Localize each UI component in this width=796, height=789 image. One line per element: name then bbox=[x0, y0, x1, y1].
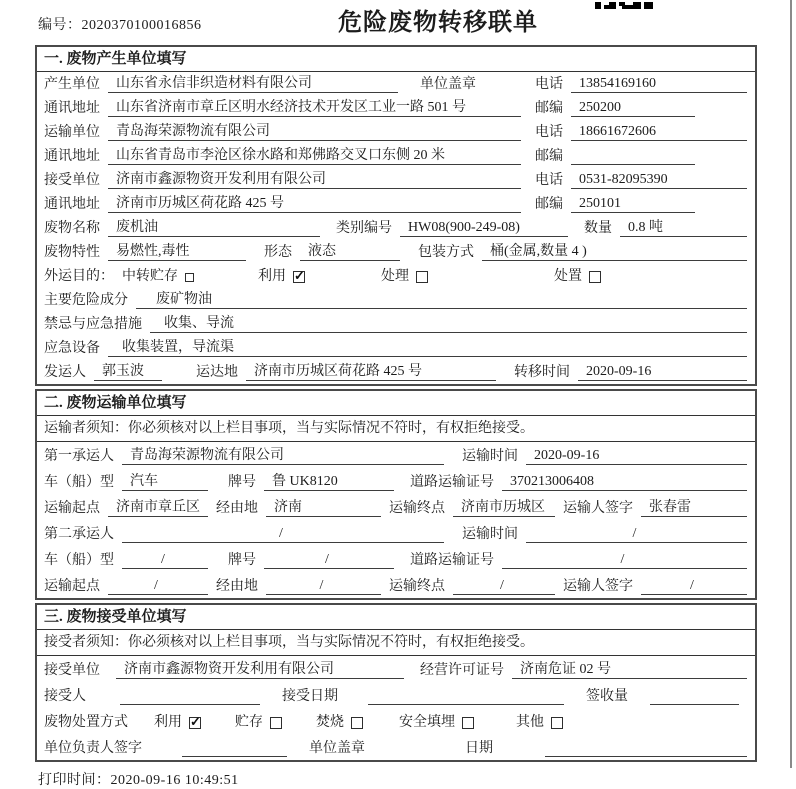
receiver-phone-label: 电话 bbox=[535, 173, 563, 188]
row-producer-unit bbox=[37, 72, 755, 96]
disposal-option-utilize: 利用 ✓ bbox=[154, 711, 201, 731]
receive-date-value bbox=[368, 688, 564, 705]
transfer-form bbox=[35, 45, 757, 762]
transporter-address-label: 通讯地址 bbox=[44, 149, 100, 164]
via2-value: / bbox=[266, 578, 381, 595]
receive-unit-value: 济南市鑫源物资开发利用有限公司 bbox=[116, 658, 404, 679]
row-consignor bbox=[37, 360, 755, 384]
print-time-label: 打印时间： bbox=[38, 773, 111, 788]
producer-unit-label: 产生单位 bbox=[44, 77, 100, 92]
responsible-signature-label: 单位负责人签字 bbox=[44, 741, 142, 756]
disposal-landfill-checkbox bbox=[462, 717, 474, 729]
date-value bbox=[545, 740, 747, 757]
section-receiver-heading: 三. 废物接受单位填写 bbox=[37, 605, 755, 630]
receiver-unit-label: 接受单位 bbox=[44, 173, 100, 188]
section-receiver bbox=[35, 603, 757, 762]
row-main-hazard bbox=[37, 288, 755, 312]
row-waste-character bbox=[37, 240, 755, 264]
receiver-seal-label: 单位盖章 bbox=[309, 741, 365, 756]
transporter-unit-value: 青岛海荣源物流有限公司 bbox=[108, 120, 521, 141]
utilize-checkbox bbox=[293, 271, 305, 283]
row-transporter-unit bbox=[37, 120, 755, 144]
row-receive-unit bbox=[37, 656, 755, 682]
recipient-value bbox=[120, 688, 260, 705]
waste-name-label: 废物名称 bbox=[44, 221, 100, 236]
plate1-value: 鲁 UK8120 bbox=[264, 470, 394, 491]
qr-code-fragment bbox=[595, 0, 657, 9]
section-transporter-heading: 二. 废物运输单位填写 bbox=[37, 391, 755, 416]
recipient-label: 接受人 bbox=[44, 689, 86, 704]
consignor-value: 郭玉波 bbox=[94, 360, 162, 381]
origin1-value: 济南市章丘区 bbox=[108, 496, 208, 517]
row-waste-name bbox=[37, 216, 755, 240]
row-receiver-address bbox=[37, 192, 755, 216]
disposal-option-landfill: 安全填埋 bbox=[399, 711, 474, 731]
road-permit2-label: 道路运输证号 bbox=[410, 553, 494, 568]
transporter-unit-label: 运输单位 bbox=[44, 125, 100, 140]
transport-date1-value: 2020-09-16 bbox=[526, 448, 747, 465]
row-precautions bbox=[37, 312, 755, 336]
signature1-value: 张春雷 bbox=[641, 496, 747, 517]
storage-checkbox bbox=[185, 273, 194, 282]
producer-address-value: 山东省济南市章丘区明水经济技术开发区工业一路 501 号 bbox=[108, 96, 521, 117]
main-hazard-label: 主要危险成分 bbox=[44, 293, 128, 308]
purpose-label: 外运目的： bbox=[44, 269, 114, 284]
plate2-label: 牌号 bbox=[228, 553, 256, 568]
packaging-value: 桶(金属,数量 4 ) bbox=[482, 240, 747, 261]
receiver-address-label: 通讯地址 bbox=[44, 197, 100, 212]
via2-label: 经由地 bbox=[216, 579, 258, 594]
category-code-value: HW08(900-249-08) bbox=[400, 220, 568, 237]
receiver-phone-value: 0531-82095390 bbox=[571, 172, 747, 189]
serial-value: 2020370100016856 bbox=[81, 18, 202, 33]
received-amount-label: 签收量 bbox=[586, 689, 628, 704]
quantity-label: 数量 bbox=[584, 221, 612, 236]
row-route1 bbox=[37, 494, 755, 520]
date-label: 日期 bbox=[465, 741, 493, 756]
via1-label: 经由地 bbox=[216, 501, 258, 516]
transfer-date-label: 转移时间 bbox=[514, 365, 570, 380]
row-vehicle1 bbox=[37, 468, 755, 494]
precautions-value: 收集、导流 bbox=[150, 312, 747, 333]
purpose-option-storage: 中转贮存 bbox=[122, 265, 194, 285]
destination-value: 济南市历城区荷花路 425 号 bbox=[246, 360, 496, 381]
main-hazard-value: 废矿物油 bbox=[136, 288, 747, 309]
row-second-carrier bbox=[37, 520, 755, 546]
origin1-label: 运输起点 bbox=[44, 501, 100, 516]
disposal-option-other: 其他 bbox=[516, 711, 563, 731]
consignor-label: 发运人 bbox=[44, 365, 86, 380]
origin2-label: 运输起点 bbox=[44, 579, 100, 594]
vehicle-type1-value: 汽车 bbox=[122, 470, 208, 491]
row-responsible-signature bbox=[37, 734, 755, 760]
first-carrier-value: 青岛海荣源物流有限公司 bbox=[122, 444, 444, 465]
disposal-option-storage: 贮存 bbox=[235, 711, 282, 731]
vehicle-type2-value: / bbox=[122, 552, 208, 569]
purpose-option-treat: 处理 bbox=[381, 265, 428, 285]
section-producer-heading: 一. 废物产生单位填写 bbox=[37, 47, 755, 72]
row-recipient bbox=[37, 682, 755, 708]
serial-label: 编号： bbox=[38, 18, 82, 33]
transport-date1-label: 运输时间 bbox=[462, 449, 518, 464]
print-time-value: 2020-09-16 10:49:51 bbox=[110, 773, 239, 788]
license-label: 经营许可证号 bbox=[420, 663, 504, 678]
document-header bbox=[0, 0, 796, 45]
receiver-address-value: 济南市历城区荷花路 425 号 bbox=[108, 192, 521, 213]
purpose-option-utilize: 利用 ✓ bbox=[258, 265, 305, 285]
producer-address-label: 通讯地址 bbox=[44, 101, 100, 116]
disposal-option-incinerate: 焚烧 bbox=[316, 711, 363, 731]
receiver-postcode-label: 邮编 bbox=[535, 197, 563, 212]
emergency-equipment-value: 收集装置，导流渠 bbox=[108, 336, 747, 357]
purpose-option-dispose: 处置 bbox=[554, 265, 601, 285]
transporter-address-value: 山东省青岛市李沧区徐水路和郑佛路交叉口东侧 20 米 bbox=[108, 144, 521, 165]
signature2-value: / bbox=[641, 578, 747, 595]
plate1-label: 牌号 bbox=[228, 475, 256, 490]
unit-seal-label: 单位盖章 bbox=[420, 77, 476, 92]
packaging-label: 包装方式 bbox=[418, 245, 474, 260]
disposal-utilize-checkbox bbox=[189, 717, 201, 729]
transporter-postcode-value bbox=[571, 148, 695, 165]
origin2-value: / bbox=[108, 578, 208, 595]
page-edge-line bbox=[790, 0, 792, 768]
receiver-notice: 接受者须知：你必须核对以上栏目事项，当与实际情况不符时，有权拒绝接受。 bbox=[37, 630, 755, 656]
second-carrier-label: 第二承运人 bbox=[44, 527, 114, 542]
transfer-date-value: 2020-09-16 bbox=[578, 364, 747, 381]
transporter-phone-label: 电话 bbox=[535, 125, 563, 140]
end1-value: 济南市历城区 bbox=[453, 496, 555, 517]
received-amount-value bbox=[650, 688, 739, 705]
destination-label: 运达地 bbox=[196, 365, 238, 380]
section-transporter bbox=[35, 389, 757, 600]
row-route2 bbox=[37, 572, 755, 598]
row-vehicle2 bbox=[37, 546, 755, 572]
waste-name-value: 废机油 bbox=[108, 216, 320, 237]
road-permit1-value: 370213006408 bbox=[502, 474, 747, 491]
vehicle-type2-label: 车（船）型 bbox=[44, 553, 114, 568]
producer-postcode-label: 邮编 bbox=[535, 101, 563, 116]
receiver-postcode-value: 250101 bbox=[571, 196, 695, 213]
treat-checkbox bbox=[416, 271, 428, 283]
end2-value: / bbox=[453, 578, 555, 595]
signature2-label: 运输人签字 bbox=[563, 579, 633, 594]
print-time bbox=[38, 769, 796, 789]
disposal-incinerate-checkbox bbox=[351, 717, 363, 729]
transport-date2-value: / bbox=[526, 526, 747, 543]
receiver-unit-value: 济南市鑫源物资开发利用有限公司 bbox=[108, 168, 521, 189]
row-producer-address bbox=[37, 96, 755, 120]
via1-value: 济南 bbox=[266, 496, 381, 517]
plate2-value: / bbox=[264, 552, 394, 569]
row-receiver-unit bbox=[37, 168, 755, 192]
license-value: 济南危证 02 号 bbox=[512, 658, 747, 679]
section-producer bbox=[35, 45, 757, 386]
transporter-notice: 运输者须知：你必须核对以上栏目事项，当与实际情况不符时，有权拒绝接受。 bbox=[37, 416, 755, 442]
producer-unit-value: 山东省永信非织造材料有限公司 bbox=[108, 72, 398, 93]
precautions-label: 禁忌与应急措施 bbox=[44, 317, 142, 332]
waste-character-value: 易燃性,毒性 bbox=[108, 240, 246, 261]
road-permit1-label: 道路运输证号 bbox=[410, 475, 494, 490]
form-state-value: 液态 bbox=[300, 240, 400, 261]
end1-label: 运输终点 bbox=[389, 501, 445, 516]
row-transfer-purpose bbox=[37, 264, 755, 288]
receive-date-label: 接受日期 bbox=[282, 689, 338, 704]
emergency-equipment-label: 应急设备 bbox=[44, 341, 100, 356]
receive-unit-label: 接受单位 bbox=[44, 663, 100, 678]
signature1-label: 运输人签字 bbox=[563, 501, 633, 516]
disposal-other-checkbox bbox=[551, 717, 563, 729]
disposal-storage-checkbox bbox=[270, 717, 282, 729]
page-title: 危险废物转移联单 bbox=[338, 10, 538, 36]
row-transporter-address bbox=[37, 144, 755, 168]
waste-character-label: 废物特性 bbox=[44, 245, 100, 260]
quantity-value: 0.8 吨 bbox=[620, 216, 747, 237]
transport-date2-label: 运输时间 bbox=[462, 527, 518, 542]
transporter-postcode-label: 邮编 bbox=[535, 149, 563, 164]
transporter-phone-value: 18661672606 bbox=[571, 124, 747, 141]
first-carrier-label: 第一承运人 bbox=[44, 449, 114, 464]
category-code-label: 类别编号 bbox=[336, 221, 392, 236]
producer-phone-label: 电话 bbox=[535, 77, 563, 92]
vehicle-type1-label: 车（船）型 bbox=[44, 475, 114, 490]
row-emergency-equipment bbox=[37, 336, 755, 360]
row-first-carrier bbox=[37, 442, 755, 468]
responsible-signature-value bbox=[182, 740, 287, 757]
form-state-label: 形态 bbox=[264, 245, 292, 260]
row-disposal-method bbox=[37, 708, 755, 734]
producer-postcode-value: 250200 bbox=[571, 100, 695, 117]
disposal-method-label: 废物处置方式 bbox=[44, 715, 128, 730]
road-permit2-value: / bbox=[502, 552, 747, 569]
second-carrier-value: / bbox=[122, 526, 444, 543]
end2-label: 运输终点 bbox=[389, 579, 445, 594]
producer-phone-value: 13854169160 bbox=[571, 76, 747, 93]
dispose-checkbox bbox=[589, 271, 601, 283]
